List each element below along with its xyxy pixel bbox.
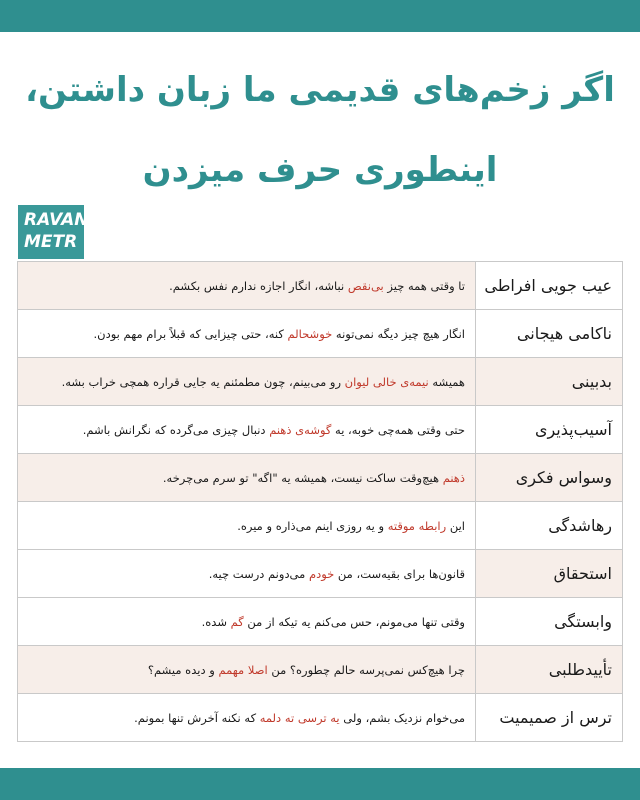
term-cell: آسیب‌پذیری [476, 406, 623, 454]
table-row [18, 310, 623, 358]
highlight-text: یه ترسی ته دلمه [259, 710, 340, 725]
logo-line-2: METR [24, 232, 78, 252]
highlight-text: ذهنم [442, 470, 465, 485]
highlight-text: بی‌نقص [347, 278, 384, 293]
table-row [18, 454, 623, 502]
term-cell: رهاشدگی [476, 502, 623, 550]
description-cell: چرا هیچ‌کس نمی‌پرسه حالم چطوره؟ من اصلا مهمم و دیده میشم؟ [18, 646, 476, 694]
highlight-text: اصلا مهمم [218, 662, 268, 677]
table-row [18, 694, 623, 742]
term-cell: وسواس فکری [476, 454, 623, 502]
table-row [18, 262, 623, 310]
description-cell: وقتی تنها می‌مونم، حس می‌کنم یه تیکه از من گم شده. [18, 598, 476, 646]
description-cell: ذهنم هیچ‌وقت ساکت نیست، همیشه یه "اگه" تو سرم می‌چرخه. [18, 454, 476, 502]
term-cell: بدبینی [476, 358, 623, 406]
highlight-text: خوشحالم [287, 326, 333, 341]
page-title-line-2: اینطوری حرف میزدن [142, 150, 498, 190]
table-row [18, 502, 623, 550]
top-band [0, 0, 640, 32]
description-cell: این رابطه موقته و یه روزی اینم می‌ذاره و میره. [18, 502, 476, 550]
term-cell: استحقاق [476, 550, 623, 598]
description-cell: همیشه نیمه‌ی خالی لیوان رو می‌بینم، چون مطمئنم یه جایی قراره همچی خراب بشه. [18, 358, 476, 406]
table-row [18, 358, 623, 406]
highlight-text: نیمه‌ی خالی لیوان [344, 374, 429, 389]
description-cell: حتی وقتی همه‌چی خوبه، یه گوشه‌ی ذهنم دنبال چیزی می‌گرده که نگرانش باشم. [18, 406, 476, 454]
table-row [18, 646, 623, 694]
wounds-table [17, 261, 623, 742]
description-cell: قانون‌ها برای بقیه‌ست، من خودم می‌دونم درست چیه. [18, 550, 476, 598]
bottom-band [0, 768, 640, 800]
term-cell: ترس از صمیمیت [476, 694, 623, 742]
term-cell: وابستگی [476, 598, 623, 646]
ravanmetr-logo [18, 205, 89, 259]
highlight-text: رابطه موقته [387, 518, 447, 533]
highlight-text: گوشه‌ی ذهنم [269, 422, 332, 437]
table-row [18, 550, 623, 598]
highlight-text: گم [230, 614, 244, 629]
table-row [18, 406, 623, 454]
page-title-line-1: اگر زخم‌های قدیمی ما زبان داشتن، [25, 70, 615, 110]
description-cell: انگار هیچ چیز دیگه نمی‌تونه خوشحالم کنه، حتی چیزایی که قبلاً برام مهم بودن. [18, 310, 476, 358]
logo-line-1: RAVAN [24, 210, 89, 230]
highlight-text: خودم [308, 566, 335, 581]
description-cell: تا وقتی همه چیز بی‌نقص نباشه، انگار اجازه ندارم نفس بکشم. [18, 262, 476, 310]
term-cell: تأییدطلبی [476, 646, 623, 694]
term-cell: ناکامی هیجانی [476, 310, 623, 358]
table-row [18, 598, 623, 646]
description-cell: می‌خوام نزدیک بشم، ولی یه ترسی ته دلمه که نکنه آخرش تنها بمونم. [18, 694, 476, 742]
term-cell: عیب جویی افراطی [476, 262, 623, 310]
